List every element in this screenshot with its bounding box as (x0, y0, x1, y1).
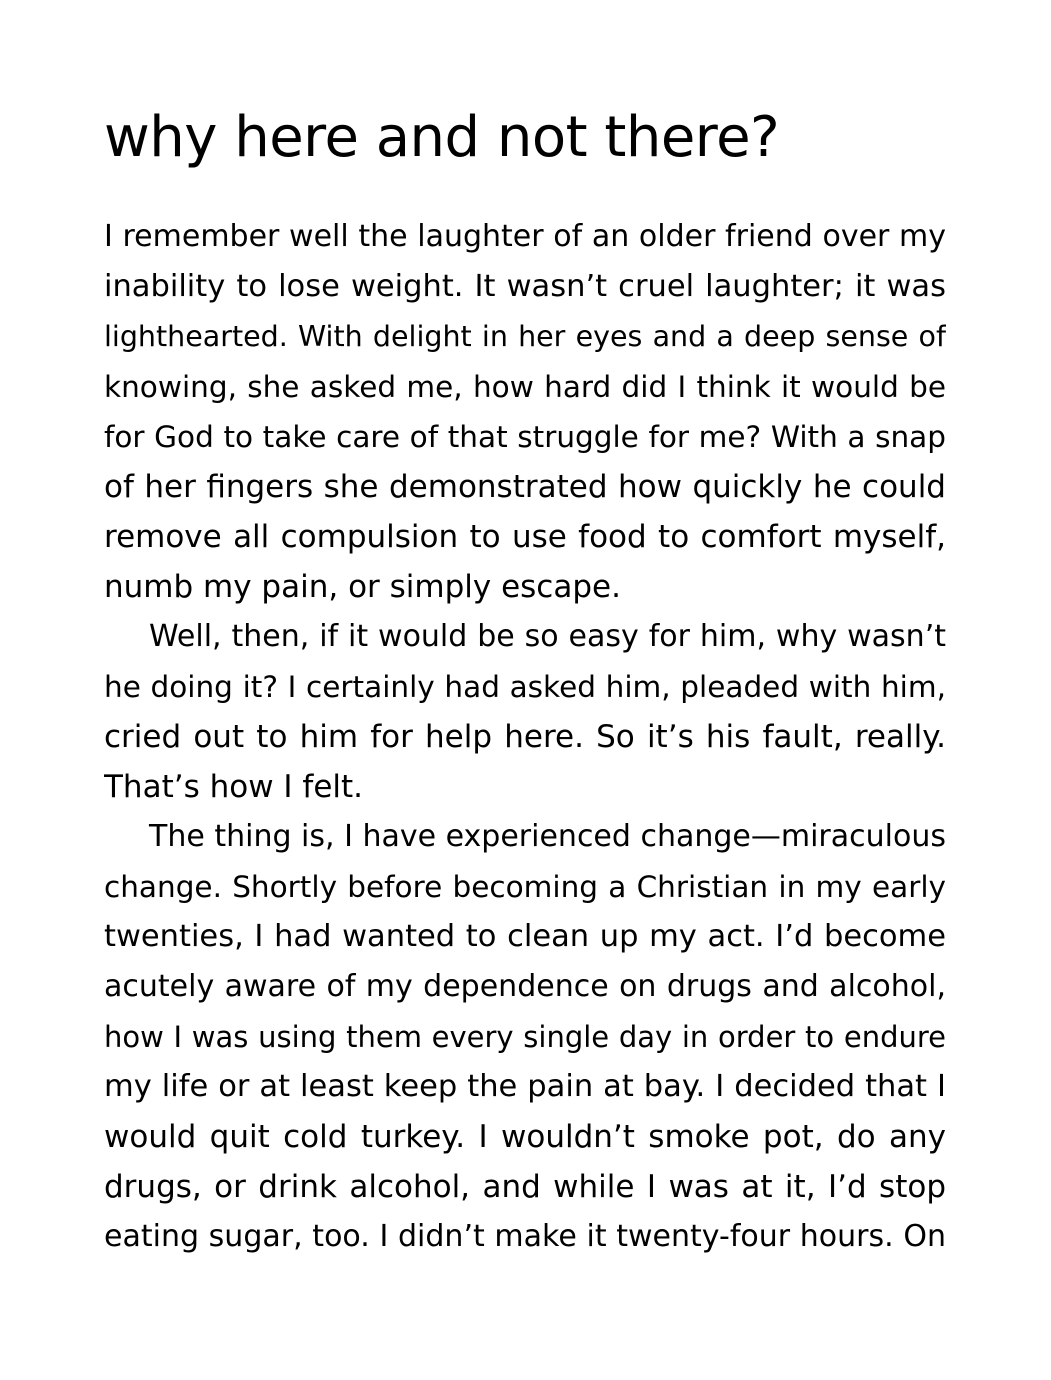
text-line: That’s how I felt. (104, 769, 364, 805)
text-line: drugs, or drink alcohol, and while I was at it, I’d stop (104, 1169, 946, 1205)
chapter-heading: why here and not there? (104, 105, 780, 170)
text-line: remove all compulsion to use food to comfort myself, (104, 519, 946, 555)
text-line: change. Shortly before becoming a Christian in my early (104, 870, 946, 904)
text-line: cried out to him for help here. So it’s his fault, really. (104, 719, 946, 755)
body-text (104, 212, 946, 1262)
text-line: would quit cold turkey. I wouldn’t smoke pot, do any (104, 1119, 946, 1155)
text-line: he doing it? I certainly had asked him, pleaded with him, (104, 670, 946, 704)
text-line: twenties, I had wanted to clean up my act. I’d become (104, 919, 946, 954)
text-line: I remember well the laughter of an older friend over my (104, 219, 946, 254)
text-line: of her fingers she demonstrated how quickly he could (104, 469, 946, 505)
text-line: numb my pain, or simply escape. (104, 569, 621, 605)
book-page (104, 0, 946, 1380)
text-line: lighthearted. With delight in her eyes and a deep sense of (104, 320, 946, 353)
text-line: The thing is, I have experienced change—miraculous (149, 819, 946, 854)
text-line: how I was using them every single day in order to endure (104, 1020, 946, 1054)
text-line: knowing, she asked me, how hard did I think it would be (104, 370, 946, 404)
text-line: eating sugar, too. I didn’t make it twenty-four hours. On (104, 1219, 946, 1254)
text-line: Well, then, if it would be so easy for him, why wasn’t (149, 619, 946, 654)
text-line: acutely aware of my dependence on drugs and alcohol, (104, 969, 946, 1004)
text-line: for God to take care of that struggle for me? With a snap (104, 420, 946, 454)
text-line: inability to lose weight. It wasn’t cruel laughter; it was (104, 269, 946, 304)
text-line: my life or at least keep the pain at bay. I decided that I (104, 1069, 946, 1104)
